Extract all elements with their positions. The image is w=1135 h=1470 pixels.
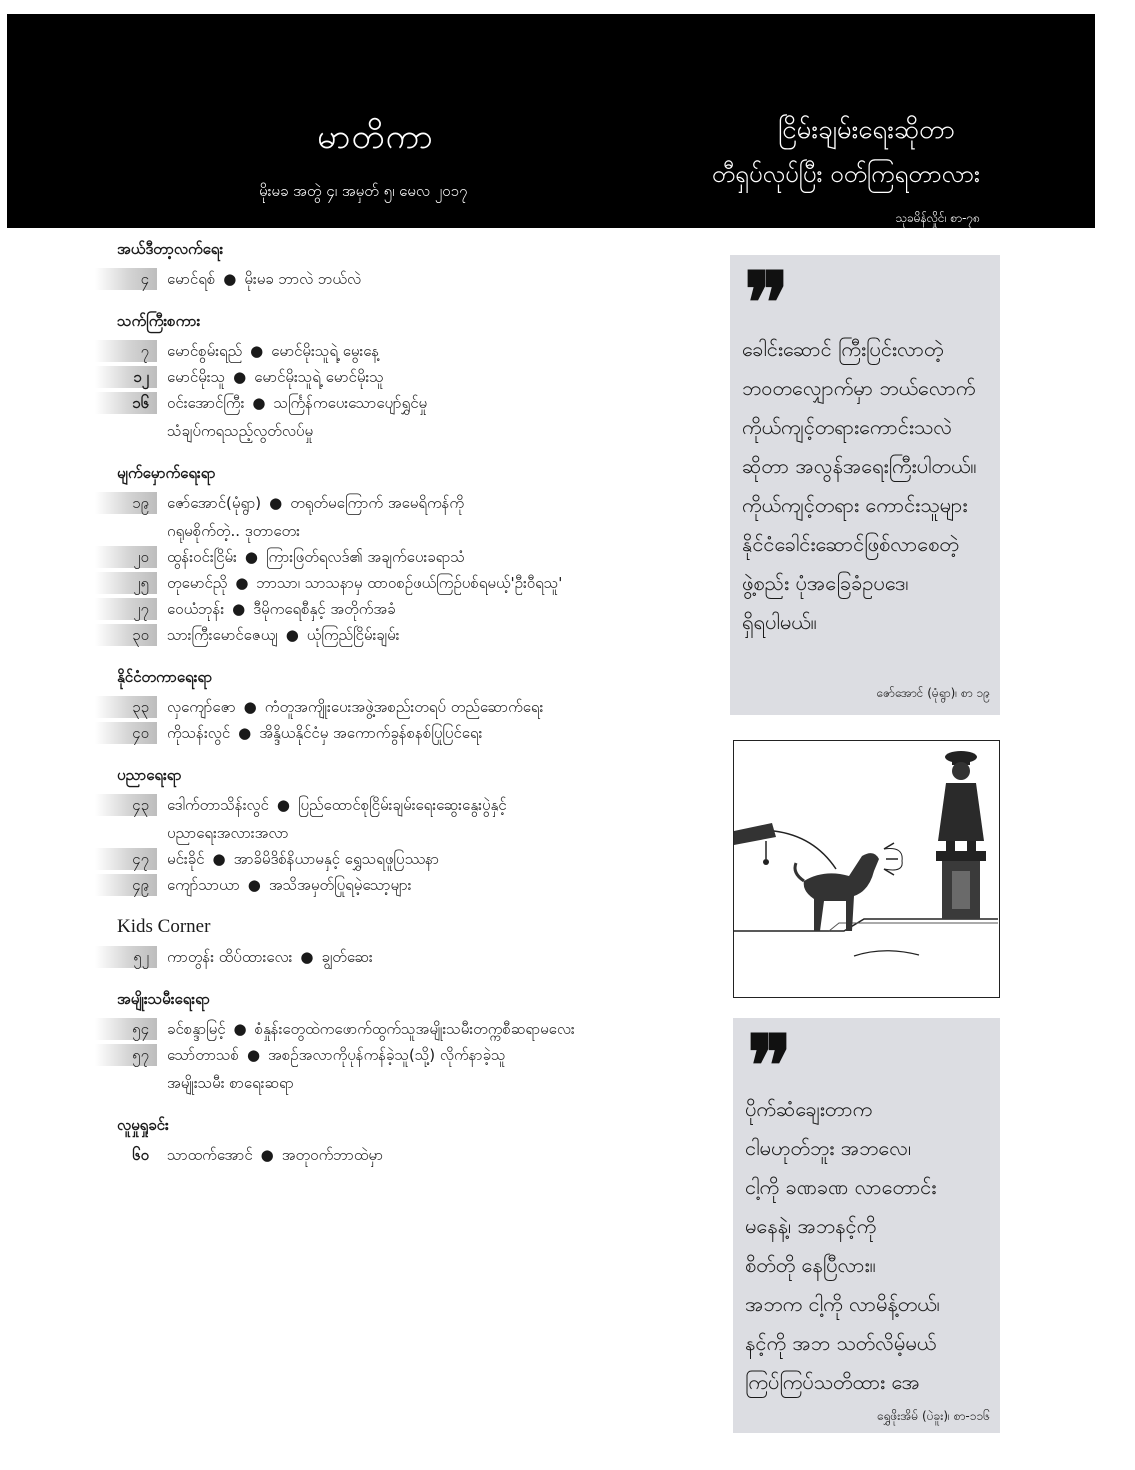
magazine-title: မာတိကာ xyxy=(317,117,434,157)
toc-entry[interactable] xyxy=(95,1018,735,1040)
quote-line: ဘဝတလျှောက်မှာ ဘယ်လောက် xyxy=(742,376,976,400)
toc-entry[interactable] xyxy=(95,268,735,290)
toc-entry[interactable] xyxy=(95,598,735,620)
quote-line: ခေါင်းဆောင် ကြီးပြင်းလာတဲ့ xyxy=(742,337,944,361)
entry-title: အစဉ်အလာကိုပုန်ကန်ခဲ့သူ(သို့) လိုက်နာခဲ့သူ xyxy=(268,1046,506,1064)
entry-text xyxy=(157,598,396,620)
quote-mark-icon: ❞ xyxy=(747,1016,793,1115)
page-number: ၁၆ xyxy=(95,392,157,414)
entry-title: အိန္ဒိယနိုင်ငံမှ အကောက်ခွန်စနစ်ပြုပြင်ရေး xyxy=(259,724,483,742)
toc-section xyxy=(95,764,735,896)
entry-text xyxy=(157,946,373,968)
pull-quote-1 xyxy=(730,255,1000,715)
bullet-icon: ● xyxy=(243,698,257,716)
page-number: ၄၃ xyxy=(95,794,157,816)
entry-author: လှကျော်ဇော xyxy=(167,698,236,716)
entry-title: စံနှုန်းတွေထဲကဖောက်ထွက်သူအမျိုးသမီးတက္ကစီဆရာမလေး xyxy=(254,1020,575,1038)
entry-title: ကြားဖြတ်ရလဒ်၏ အချက်ပေးခရာသံ xyxy=(265,548,465,566)
toc-entry[interactable] xyxy=(95,624,735,646)
bullet-icon: ● xyxy=(250,342,264,360)
toc-section xyxy=(95,666,735,744)
entry-author: ကိုသန်းလွင် xyxy=(167,724,231,742)
bullet-icon: ● xyxy=(300,948,314,966)
entry-text xyxy=(157,624,399,646)
quote-line: ပိုက်ဆံချေးတာက xyxy=(745,1097,873,1121)
bullet-icon: ● xyxy=(285,626,299,644)
bullet-icon: ● xyxy=(223,270,237,288)
toc-entry[interactable] xyxy=(95,696,735,718)
entry-text xyxy=(157,1018,575,1040)
entry-title-continued: ပညာရေးအလားအလာ xyxy=(167,824,289,842)
toc-section xyxy=(95,310,735,442)
entry-title: အသိအမှတ်ပြုရမဲ့သော့များ xyxy=(268,876,412,894)
section-title: Kids Corner xyxy=(117,916,211,937)
page-number: ၅၇ xyxy=(95,1044,157,1066)
entry-title: ဒီမိုကရေစီနှင့် အတိုက်အခံ xyxy=(253,600,396,618)
bullet-icon: ● xyxy=(244,548,258,566)
toc-entry[interactable] xyxy=(95,366,735,388)
page-number: ၅၂ xyxy=(95,946,157,968)
page-number: ၁၉ xyxy=(95,492,157,514)
entry-author: မောင်မိုးသူ xyxy=(167,368,226,386)
entry-title: မောင်မိုးသူရဲ့ မောင်မိုးသူ xyxy=(254,368,384,386)
entry-text xyxy=(157,268,361,290)
entry-title: ချွတ်ဆေး xyxy=(321,948,373,966)
toc-section xyxy=(95,462,735,646)
entry-title: မောင်မိုးသူရဲ့ မွေးနေ့ xyxy=(271,342,380,360)
section-title: အမျိုးသမီးရေးရာ xyxy=(117,990,210,1008)
entry-title: မိုးမခ ဘာလဲ ဘယ်လဲ xyxy=(244,270,362,288)
entry-author: တုမောင်ညို xyxy=(167,574,228,592)
toc-entry[interactable] xyxy=(95,794,735,844)
entry-author: ခင်စန္ဒာမြင့် xyxy=(167,1020,226,1038)
quote-text xyxy=(745,1090,940,1402)
bullet-icon: ● xyxy=(260,1146,274,1164)
quote-line: ကိုယ်ကျင့်တရား ကောင်းသူများ xyxy=(742,493,968,517)
bullet-icon: ● xyxy=(246,1046,261,1064)
bullet-icon: ● xyxy=(269,494,283,512)
entry-title: ဘာသာ၊ သာသနာမှ ထာဝစဉ်ဖယ်ကြဉ်ပစ်ရမယ့်'ဦးဝီရသူ' xyxy=(256,574,563,592)
page-number: ၅၄ xyxy=(95,1018,157,1040)
quote-mark-icon: ❞ xyxy=(744,253,790,352)
page-number: ၄၇ xyxy=(95,848,157,870)
quote-line: ကြပ်ကြပ်သတိထား အေ xyxy=(745,1370,920,1394)
page-number: ၆၀ xyxy=(132,1146,149,1164)
issue-line: မိုးမခ အတွဲ ၄၊ အမှတ် ၅၊ မေလ ၂၀၁၇ xyxy=(259,182,468,200)
quote-line: နင့်ကို အဘ သတ်လိမ့်မယ် xyxy=(745,1331,937,1355)
entry-text xyxy=(157,572,562,594)
entry-title: ယုံကြည်ငြိမ်းချမ်း xyxy=(306,626,400,644)
toc-entry[interactable] xyxy=(95,1144,735,1166)
entry-text xyxy=(157,696,543,718)
section-title: သက်ကြီးစကား xyxy=(117,312,201,330)
quote-line: ရှိရပါမယ်။ xyxy=(742,610,817,634)
entry-author: မောင်စွမ်းရည် xyxy=(167,342,243,360)
toc-section xyxy=(95,916,735,968)
table-of-contents xyxy=(95,238,735,1186)
entry-title-continued: အမျိုးသမီး စာရေးဆရာ xyxy=(167,1074,294,1092)
entry-text xyxy=(157,340,379,362)
quote-line: နိုင်ငံခေါင်းဆောင်ဖြစ်လာစေတဲ့ xyxy=(742,532,959,556)
entry-author: သာထက်အောင် xyxy=(167,1146,253,1164)
quote-line: အဘက ငါ့ကို လာမိန့်တယ်၊ xyxy=(745,1292,940,1316)
entry-author: ဒေါက်တာသိန်းလွင် xyxy=(167,796,269,814)
page-number: ၃၃ xyxy=(95,696,157,718)
quote-line: ငါ့ကို ခဏခဏ လာတောင်း xyxy=(745,1175,937,1199)
quote-line: ကိုယ်ကျင့်တရားကောင်းသလဲ xyxy=(742,415,952,439)
entry-author: ထွန်းဝင်းငြိမ်း xyxy=(167,548,237,566)
header-banner xyxy=(7,14,1095,228)
entry-text xyxy=(157,392,427,442)
entry-text xyxy=(157,794,507,844)
entry-text xyxy=(157,546,465,568)
feature-title-line2: တီရှပ်လုပ်ပြီး ဝတ်ကြရတာလား xyxy=(711,160,980,188)
quote-line: ငါမဟုတ်ဘူး အဘလေ၊ xyxy=(745,1136,912,1160)
section-title: လူမှုရှုခင်း xyxy=(117,1116,169,1134)
toc-section xyxy=(95,238,735,290)
bullet-icon: ● xyxy=(212,850,226,868)
bullet-icon: ● xyxy=(238,724,252,742)
entry-author: သားကြီးမောင်ဇေယျ xyxy=(167,626,278,644)
entry-text xyxy=(157,1144,383,1166)
section-title: အယ်ဒီတာ့လက်ရေး xyxy=(117,240,224,258)
toc-entry[interactable] xyxy=(95,946,735,968)
feature-title-line1: ငြိမ်းချမ်းရေးဆိုတာ xyxy=(777,115,955,145)
page-number: ၄၀ xyxy=(95,722,157,744)
entry-title: ပြည်ထောင်စုငြိမ်းချမ်းရေးဆွေးနွေးပွဲနှင့် xyxy=(297,796,507,814)
bullet-icon: ● xyxy=(276,796,290,814)
entry-author: ဝေယံဘုန်း xyxy=(167,600,225,618)
page-number: ၇ xyxy=(95,340,157,362)
page-number: ၂၀ xyxy=(95,546,157,568)
pull-quote-2 xyxy=(733,1018,1000,1433)
entry-author: မင်းခိုင် xyxy=(167,850,205,868)
bullet-icon: ● xyxy=(233,368,247,386)
toc-section xyxy=(95,1114,735,1166)
page-number: ၄ xyxy=(95,268,157,290)
toc-entry[interactable] xyxy=(95,392,735,442)
entry-title: အတုဝက်ဘာထဲမှာ xyxy=(281,1146,384,1164)
quote-source: ရွှေဖိုးအိမ် (ပဲခူး)၊ စာ-၁၁၆ xyxy=(876,1409,990,1423)
section-title: နိုင်ငံတကာရေးရာ xyxy=(117,668,213,686)
section-title: ပညာရေးရာ xyxy=(117,766,182,784)
entry-title-continued: သံချပ်ကရသည့်လွတ်လပ်မှု xyxy=(167,422,314,440)
toc-entry[interactable] xyxy=(95,874,735,896)
entry-title: တရုတ်မကြောက် အမေရိကန်ကို xyxy=(290,494,465,512)
bullet-icon: ● xyxy=(247,876,261,894)
entry-author: မောင်ရစ် xyxy=(167,270,216,288)
quote-line: မနေနဲ့၊ အဘနင့်ကို xyxy=(745,1214,877,1238)
entry-text xyxy=(157,722,482,744)
entry-title: သင်္ကြန်ကပေးသောပျော်ရွှင်မှု xyxy=(273,394,428,412)
cartoon-drawing xyxy=(734,741,998,996)
toc-entry[interactable] xyxy=(95,722,735,744)
cartoon-illustration xyxy=(733,740,1000,998)
feature-reference: သုခမိန်လှိုင်၊ စာ-၇၈ xyxy=(895,211,980,225)
entry-title: အာခိမိဒိစ်နိယာမနှင့် ရွှေသရဖူပြဿနာ xyxy=(233,850,440,868)
page-number: ၃၀ xyxy=(95,624,157,646)
toc-entry[interactable] xyxy=(95,340,735,362)
quote-line: ဆိုတာ အလွန်အရေးကြီးပါတယ်။ xyxy=(742,454,977,478)
bullet-icon: ● xyxy=(233,1020,247,1038)
quote-line: စိတ်တို နေပြီလား။ xyxy=(745,1253,876,1277)
entry-text xyxy=(157,1044,506,1094)
entry-author: သော်တာသစ် xyxy=(167,1046,239,1064)
toc-entry[interactable] xyxy=(95,546,735,568)
toc-entry[interactable] xyxy=(95,1044,735,1094)
entry-author: ဝင်းအောင်ကြီး xyxy=(167,394,245,412)
section-title: မျက်မှောက်ရေးရာ xyxy=(117,464,216,482)
entry-title: ကံတူအကျိုးပေးအဖွဲ့အစည်းတရပ် တည်ဆောက်ရေး xyxy=(264,698,544,716)
entry-text xyxy=(157,874,411,896)
entry-text xyxy=(157,848,439,870)
quote-text xyxy=(742,330,976,642)
entry-author: ဇော်အောင်(မုံရွာ) xyxy=(167,494,262,512)
toc-entry[interactable] xyxy=(95,848,735,870)
bullet-icon: ● xyxy=(235,574,249,592)
page-number: ၂၇ xyxy=(95,598,157,620)
quote-line: ဖွဲ့စည်း ပုံအခြေခံဥပဒေ၊ xyxy=(742,571,909,595)
entry-text xyxy=(157,492,464,542)
page-number: ၂၅ xyxy=(95,572,157,594)
entry-text xyxy=(157,366,384,388)
entry-author: ကျော်သာယာ xyxy=(167,876,240,894)
quote-source: ဇော်အောင် (မုံရွာ)၊ စာ ၁၉ xyxy=(876,686,990,700)
entry-author: ကာတွန်း ထိပ်ထားလေး xyxy=(167,948,293,966)
toc-entry[interactable] xyxy=(95,492,735,542)
bullet-icon: ● xyxy=(232,600,246,618)
page-number: ၁၂ xyxy=(95,366,157,388)
toc-section xyxy=(95,988,735,1094)
toc-entry[interactable] xyxy=(95,572,735,594)
page-number: ၄၉ xyxy=(95,874,157,896)
bullet-icon: ● xyxy=(252,394,266,412)
entry-title-continued: ဂရုမစိုက်တဲ့.. ဒုတာတေး xyxy=(167,522,300,540)
